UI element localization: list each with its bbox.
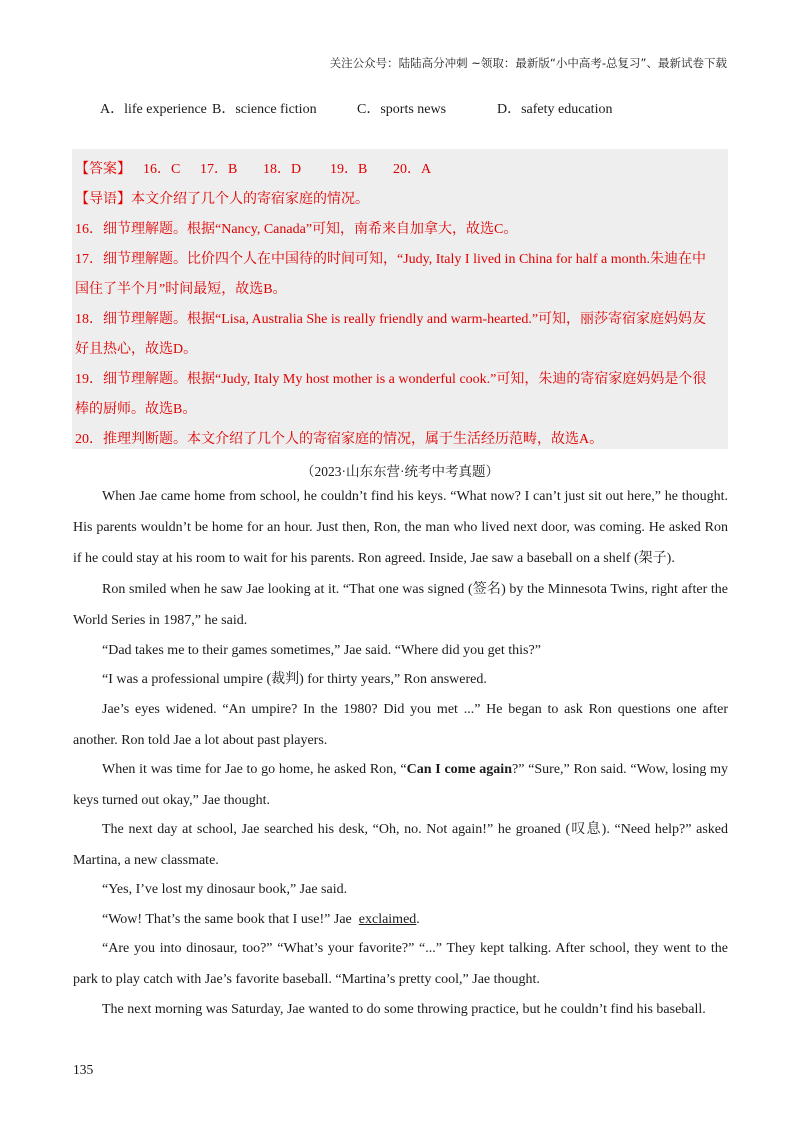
answer-key-17: 17．B — [200, 162, 238, 177]
passage-paragraph-4: “I was a professional umpire (裁判) for thirty years,” Ron answered. — [102, 672, 487, 687]
question-source: （2023·山东东营·统考中考真题） — [301, 464, 499, 479]
passage-paragraph-3: “Dad takes me to their games sometimes,” Jae said. “Where did you get this?” — [102, 643, 541, 658]
answer-key-19: 19．B — [330, 162, 368, 177]
p9-text-after: . — [416, 912, 420, 927]
guide-line: 【导语】本文介绍了几个人的寄宿家庭的情况。 — [75, 192, 369, 207]
passage-paragraph-6 — [73, 754, 728, 816]
passage-paragraph-1: When Jae came home from school, he couldn’t find his keys. “What now? I can’t just sit out here,” he thought. His parents wouldn’t be home for an hour. Just then, Ron, the man who lived next door, was coming. He asked Ron if he could stay at his room to wait for his parents. Ron agreed. Inside, Jae saw a baseball on a shelf (架子). — [73, 489, 728, 566]
answer-key-line — [75, 158, 431, 178]
option-c: C．sports news — [357, 102, 447, 117]
answer-key-16: 16．C — [143, 162, 181, 177]
page-number: 135 — [73, 1062, 94, 1077]
passage-paragraph-11: The next morning was Saturday, Jae wanted to do some throwing practice, but he couldn’t find his baseball. — [102, 1002, 706, 1017]
passage-paragraph-2: Ron smiled when he saw Jae looking at it. “That one was signed (签名) by the Minnesota Twins, right after the World Series in 1987,” he said. — [73, 582, 728, 628]
answer-key-18: 18．D — [263, 162, 302, 177]
passage-paragraph-7: The next day at school, Jae searched his desk, “Oh, no. Not again!” he groaned (叹息). “Need help?” asked Martina, a new classmate. — [73, 822, 728, 868]
option-b: B．science fiction — [212, 102, 317, 117]
explanation-17-line-2: 国住了半个月”时间最短，故选B。 — [75, 282, 287, 297]
p9-underlined-word: exclaimed — [358, 912, 417, 927]
answer-options — [100, 98, 612, 118]
p9-text-before: “Wow! That’s the same book that I use!” Jae — [102, 912, 352, 927]
page-header: 关注公众号：陆陆高分冲刺 ~领取：最新版“小中高考-总复习”、最新试卷下载 — [329, 56, 727, 70]
p6-text-after: ?” “Sure,” Ron said. “Wow, losing my keys turned out okay,” Jae thought. — [73, 762, 728, 808]
passage-paragraph-5: Jae’s eyes widened. “An umpire? In the 1980? Did you met ...” He began to ask Ron questions one after another. Ron told Jae a lot about past players. — [73, 702, 728, 748]
explanation-19-line-1: 19．细节理解题。根据“Judy, Italy My host mother is a wonderful cook.”可知，朱迪的寄宿家庭妈妈是个很 — [75, 372, 707, 387]
explanation-19-line-2: 棒的厨师。故选B。 — [75, 402, 197, 417]
explanation-18-line-1: 18．细节理解题。根据“Lisa, Australia She is really friendly and warm-hearted.”可知，丽莎寄宿家庭妈妈友 — [75, 312, 707, 327]
explanation-20: 20．推理判断题。本文介绍了几个人的寄宿家庭的情况，属于生活经历范畴，故选A。 — [75, 432, 604, 447]
passage-paragraph-9 — [73, 904, 728, 935]
passage-paragraph-8: “Yes, I’ve lost my dinosaur book,” Jae said. — [102, 882, 348, 897]
p6-bold-phrase: Can I come again — [406, 762, 512, 777]
answer-label: 【答案】 — [75, 162, 131, 177]
passage-paragraph-10: “Are you into dinosaur, too?” “What’s your favorite?” “...” They kept talking. After school, they went to the park to play catch with Jae’s favorite baseball. “Martina’s pretty cool,” Jae thought. — [73, 941, 728, 987]
explanation-16: 16．细节理解题。根据“Nancy, Canada”可知，南希来自加拿大，故选C。 — [75, 222, 518, 237]
option-a: A．life experience — [100, 102, 207, 117]
answer-key-20: 20．A — [393, 162, 432, 177]
option-d: D．safety education — [497, 102, 613, 117]
explanation-18-line-2: 好且热心，故选D。 — [75, 342, 198, 357]
explanation-17-line-1: 17．细节理解题。比价四个人在中国待的时间可知，“Judy, Italy I lived in China for half a month.朱迪在中 — [75, 252, 706, 267]
p6-text-before: When it was time for Jae to go home, he asked Ron, “ — [102, 762, 407, 777]
answer-explanation-box — [72, 149, 728, 449]
